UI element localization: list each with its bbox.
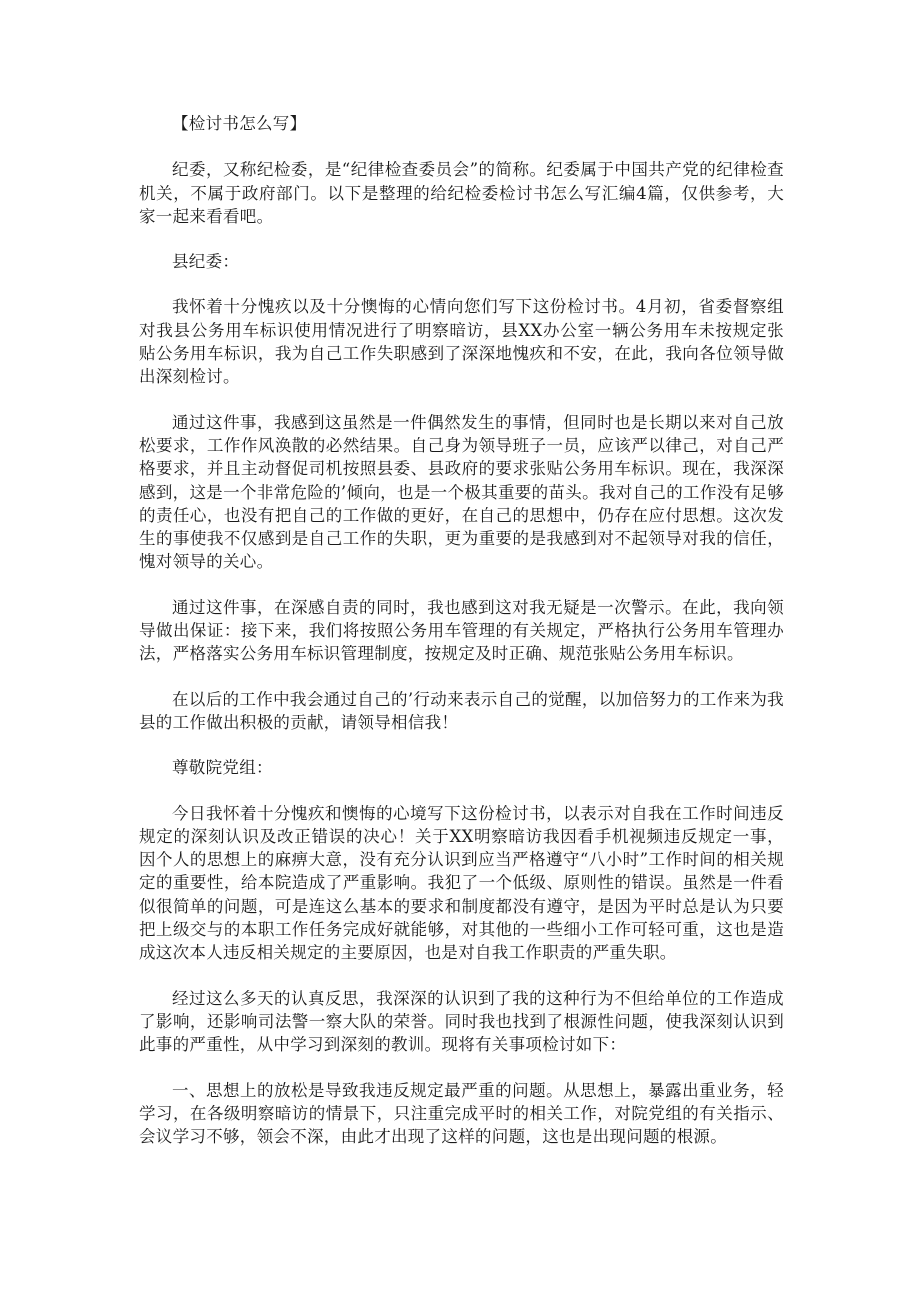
body-paragraph: 一、思想上的放松是导致我违反规定最严重的问题。从思想上，暴露出重业务，轻学习，在各级明察暗访的情景下，只注重完成平时的相关工作，对院党组的有关指示、会议学习不够，领会不深，由此才出现了这样的问题，这也是出现问题的根源。 <box>139 1080 784 1147</box>
body-paragraph: 通过这件事，在深感自责的同时，我也感到这对我无疑是一次警示。在此，我向领导做出保证：接下来，我们将按照公务用车管理的有关规定，严格执行公务用车管理办法，严格落实公务用车标识管理制度，按规定及时正确、规范张贴公务用车标识。 <box>139 597 784 664</box>
salutation-party-group: 尊敬院党组： <box>172 758 273 778</box>
body-paragraph: 经过这么多天的认真反思，我深深的认识到了我的这种行为不但给单位的工作造成了影响，还影响司法警一察大队的荣誉。同时我也找到了根源性问题，使我深刻认识到此事的严重性，从中学习到深刻的教训。现将有关事项检讨如下： <box>139 988 784 1055</box>
document-body <box>139 112 784 1170</box>
body-paragraph: 通过这件事，我感到这虽然是一件偶然发生的事情，但同时也是长期以来对自己放松要求，工作作风涣散的必然结果。自己身为领导班子一员，应该严以律己，对自己严格要求，并且主动督促司机按照县委、县政府的要求张贴公务用车标识。现在，我深深感到，这是一个非常危险的’倾向，也是一个极其重要的苗头。我对自己的工作没有足够的责任心，也没有把自己的工作做的更好，在自己的思想中，仍存在应付思想。这次发生的事使我不仅感到是自己工作的失职，更为重要的是我感到对不起领导对我的信任，愧对领导的关心。 <box>139 412 784 572</box>
document-title: 【检讨书怎么写】 <box>172 114 307 133</box>
body-paragraph: 今日我怀着十分愧疚和懊悔的心境写下这份检讨书，以表示对自我在工作时间违反规定的深刻认识及改正错误的决心！关于XX明察暗访我因看手机视频违反规定一事，因个人的思想上的麻痹大意，没有充分认识到应当严格遵守“八小时”工作时间的相关规定的重要性，给本院造成了严重影响。我犯了一个低级、原则性的错误。虽然是一件看似很简单的问题，可是连这么基本的要求和制度都没有遵守，是因为平时总是认为只要把上级交与的本职工作任务完成好就能够，对其他的一些细小工作可轻可重，这也是造成这次本人违反相关规定的主要原因，也是对自我工作职责的严重失职。 <box>139 803 784 963</box>
salutation-county-commission: 县纪委： <box>172 252 240 272</box>
intro-paragraph: 纪委，又称纪检委，是“纪律检查委员会”的简称。纪委属于中国共产党的纪律检查机关，不属于政府部门。以下是整理的给纪检委检讨书怎么写汇编4篇，仅供参考，大家一起来看看吧。 <box>139 160 784 226</box>
body-paragraph: 我怀着十分愧疚以及十分懊悔的心情向您们写下这份检讨书。4月初，省委督察组对我县公务用车标识使用情况进行了明察暗访，县XX办公室一辆公务用车未按规定张贴公务用车标识，我为自己工作失职感到了深深地愧疚和不安，在此，我向各位领导做出深刻检讨。 <box>139 297 784 387</box>
body-paragraph: 在以后的工作中我会通过自己的’行动来表示自己的觉醒，以加倍努力的工作来为我县的工作做出积极的贡献，请领导相信我！ <box>139 689 784 732</box>
